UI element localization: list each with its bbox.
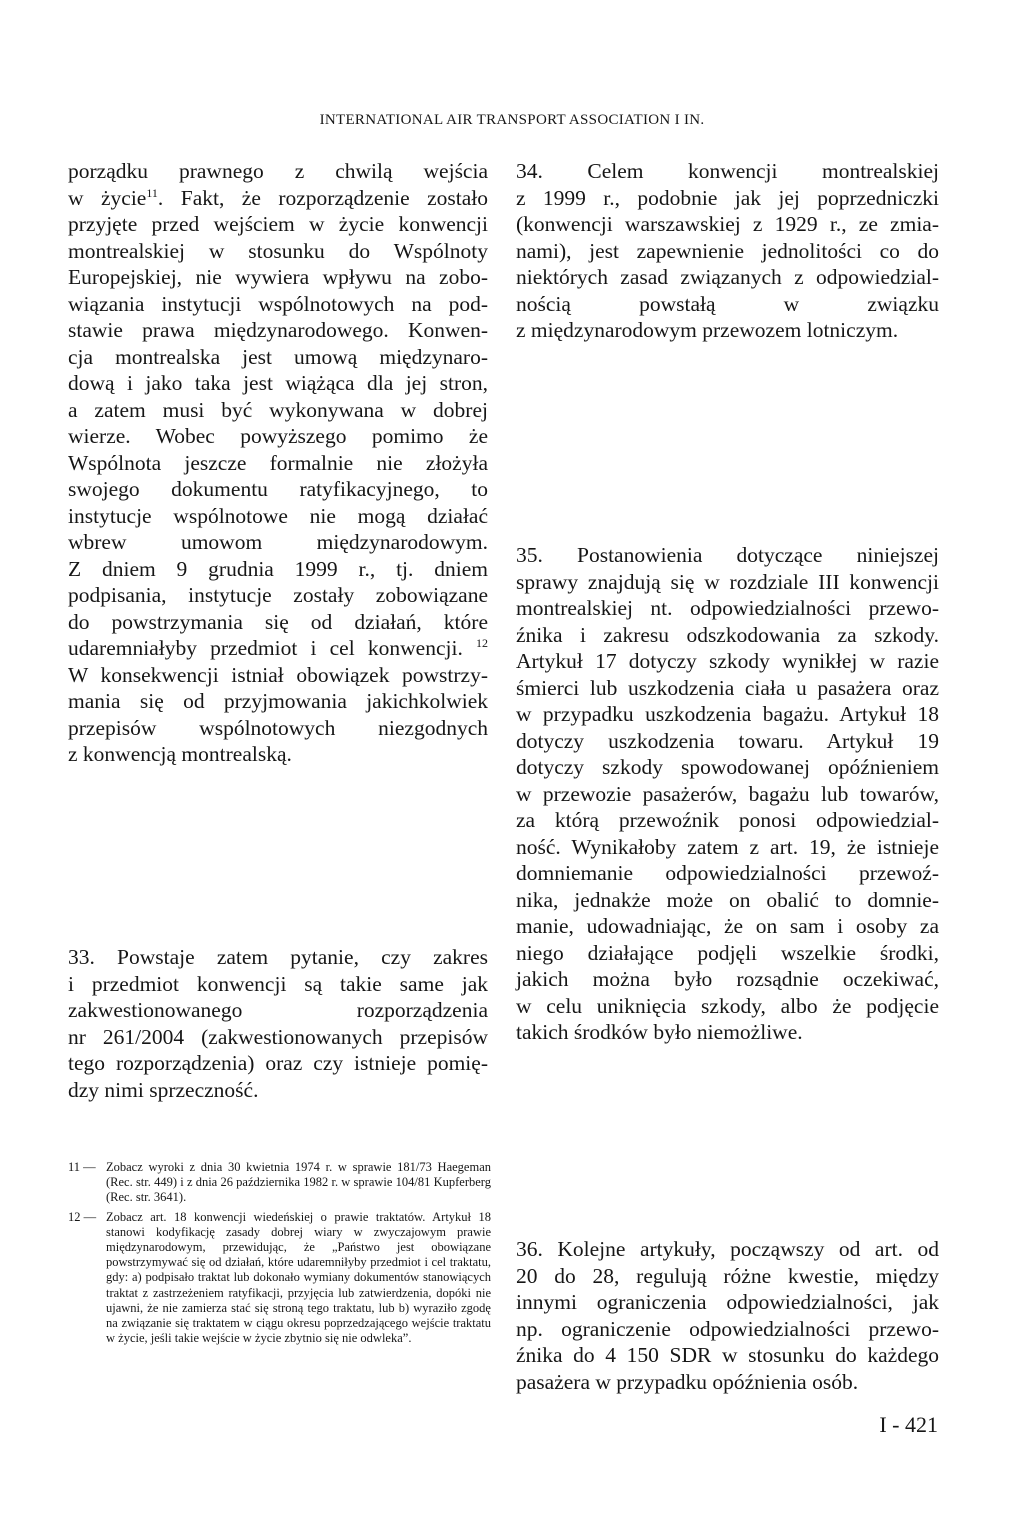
text-line: z 1999 r., podobnie jak jej poprzedniczki (516, 185, 939, 210)
text-line: źnika do 4 150 SDR w stosunku do każdego (516, 1343, 939, 1367)
paragraph-32-continuation (68, 158, 488, 768)
text-line: cja montrealska jest umową międzynaro- (68, 344, 488, 369)
text-line: nr 261/2004 (zakwestionowanych przepisów (68, 1024, 488, 1049)
text-line: niektórych zasad związanych z odpowiedzial- (516, 265, 939, 289)
text-line: wbrew umowom międzynarodowym. (68, 530, 488, 554)
text-line: wierze. Wobec powyższego pomimo że (68, 424, 488, 448)
text-line: domniemanie odpowiedzialności przewoź- (516, 861, 939, 885)
text-line: montrealskiej w stosunku do Wspólnoty (68, 238, 488, 263)
text-line: stawie prawa międzynarodowego. Konwen- (68, 318, 488, 342)
text-line: a zatem musi być wykonywana w dobrej (68, 397, 488, 422)
paragraph-33 (68, 944, 488, 1103)
text-line: dzy nimi sprzeczność. (68, 1077, 259, 1102)
text-line: przepisów wspólnotowych niezgodnych (68, 715, 488, 740)
footnote-ref-11[interactable]: 11 (146, 185, 158, 200)
footnotes (68, 1160, 491, 1350)
text-line: np. ograniczenie odpowiedzialności przewo- (516, 1316, 939, 1341)
text-line: mania się od przyjmowania jakichkolwiek (68, 689, 488, 713)
text-line: porządku prawnego z chwilą wejścia (68, 159, 488, 183)
text-line: w celu uniknięcia szkody, albo że podjęcie (516, 993, 939, 1018)
text-fragment: . Fakt, że rozporządzenie zostało (157, 185, 488, 210)
text-line: sprawy znajdują się w rozdziale III konwencji (516, 569, 939, 594)
text-line: w przypadku uszkodzenia bagażu. Artykuł 18 (516, 702, 939, 726)
text-line (68, 635, 488, 662)
text-line: i przedmiot konwencji są takie same jak (68, 971, 488, 996)
text-line: źnika i zakresu odszkodowania za szkody. (516, 622, 939, 647)
text-line: (konwencji warszawskiej z 1929 r., ze zmia- (516, 212, 939, 236)
text-line: ność. Wynikałoby zatem z art. 19, że istnieje (516, 834, 939, 859)
text-line: dową i jako taka jest wiążąca dla jej stron, (68, 371, 488, 395)
text-line: Artykuł 17 dotyczy szkody wynikłej w razie (516, 649, 939, 673)
text-line: zakwestionowanego rozporządzenia (68, 998, 488, 1022)
text-line: niego działające podjęli wszelkie środki, (516, 940, 939, 965)
text-line: 20 do 28, regulują różne kwestie, między (516, 1263, 939, 1288)
text-line: Z dniem 9 grudnia 1999 r., tj. dniem (68, 556, 488, 581)
text-line: za którą przewoźnik ponosi odpowiedzial- (516, 808, 939, 832)
text-line: swojego dokumentu ratyfikacyjnego, to (68, 477, 488, 501)
running-header: INTERNATIONAL AIR TRANSPORT ASSOCIATION I IN. (319, 112, 705, 128)
paragraph-36 (516, 1236, 939, 1395)
text-line: jakich można było rozsądnie oczekiwać, (516, 967, 939, 991)
text-line: wiązania instytucji wspólnotowych na pod- (68, 291, 488, 316)
text-line: manie, udowadniając, że on sam i osoby za (516, 914, 939, 938)
text-line: z konwencją montrealską. (68, 742, 292, 766)
text-line: montrealskiej nt. odpowiedzialności przewo- (516, 596, 939, 620)
text-line: nami), jest zapewnienie jednolitości co do (516, 238, 939, 263)
text-line: takich środków było niemożliwe. (516, 1020, 803, 1044)
text-line: z międzynarodowym przewozem lotniczym. (516, 318, 899, 342)
page-number: I - 421 (879, 1412, 938, 1437)
text-line: w przewozie pasażerów, bagażu lub towarów, (516, 781, 939, 806)
footnote-text: Zobacz wyroki z dnia 30 kwietnia 1974 r. w sprawie 181/73 Haegeman (Rec. str. 449) i z dnia 26 października 1982 r. w sprawie 104/81 Kupferberg (Rec. str. 3641). (106, 1160, 491, 1205)
text-line: podpisania, instytucje zostały zobowiązane (68, 583, 488, 607)
text-line: dotyczy uszkodzenia towaru. Artykuł 19 (516, 728, 939, 753)
footnote-number: 12 — (68, 1209, 97, 1224)
text-line: 34. Celem konwencji montrealskiej (516, 159, 939, 183)
text-line: pasażera w przypadku opóźnienia osób. (516, 1369, 859, 1394)
text-fragment: udaremniałyby przedmiot i cel konwencji. (68, 636, 463, 660)
paragraph-35 (516, 542, 939, 1046)
text-line: instytucje wspólnotowe nie mogą działać (68, 503, 488, 528)
text-line: Europejskiej, nie wywiera wpływu na zobo- (68, 265, 488, 289)
text-line: innymi ograniczenia odpowiedzialności, jak (516, 1290, 939, 1314)
footnote-ref-12[interactable]: 12 (476, 635, 489, 650)
text-line: nością powstałą w związku (516, 291, 939, 316)
left-column (68, 158, 488, 768)
text-line (68, 185, 488, 212)
text-line: 33. Powstaje zatem pytanie, czy zakres (68, 945, 488, 969)
text-fragment: w życie (68, 185, 147, 210)
text-line: nika, jednakże może on obalić to domnie- (516, 887, 939, 912)
footnote-text: Zobacz art. 18 konwencji wiedeńskiej o prawie traktatów. Artykuł 18 stanowi kodyfikację zasady dobrej wiary w zwyczajowym prawie międzynarodowym, przewidując, że „Państwo jest obowiązane powstrzymywać się od działań, które udaremniłyby przedmiot i cel traktatu, gdy: a) podpisało traktat lub dokonało wymiany dokumentów stanowiących traktat z zastrzeżeniem ratyfikacji, przyjęcia lub zatwierdzenia, dopóki nie ujawni, że nie zamierza stać się stroną tego traktatu, lub b) wyraziło zgodę na związanie się traktatem w ciągu okresu poprzedzającego wejście traktatu w życie, jeśli takie wejście w życie zbytnio się nie odwleka”. (106, 1209, 491, 1346)
text-line: dotyczy szkody spowodowanej opóźnieniem (516, 755, 939, 779)
text-line: do powstrzymania się od działań, które (68, 609, 488, 634)
text-line: Wspólnota jeszcze formalnie nie złożyła (68, 450, 488, 475)
text-line: śmierci lub uszkodzenia ciała u pasażera oraz (516, 675, 939, 700)
paragraph-34 (516, 158, 939, 344)
text-line: przyjęte przed wejściem w życie konwencji (68, 212, 488, 236)
text-line: 36. Kolejne artykuły, począwszy od art. od (516, 1237, 939, 1261)
footnote-12 (68, 1210, 491, 1347)
text-line: 35. Postanowienia dotyczące niniejszej (516, 543, 939, 567)
text-line: tego rozporządzenia) oraz czy istnieje pomię- (68, 1051, 488, 1075)
text-line: W konsekwencji istniał obowiązek powstrzy- (68, 662, 488, 687)
footnote-11 (68, 1160, 491, 1206)
footnote-number: 11 — (68, 1160, 96, 1174)
